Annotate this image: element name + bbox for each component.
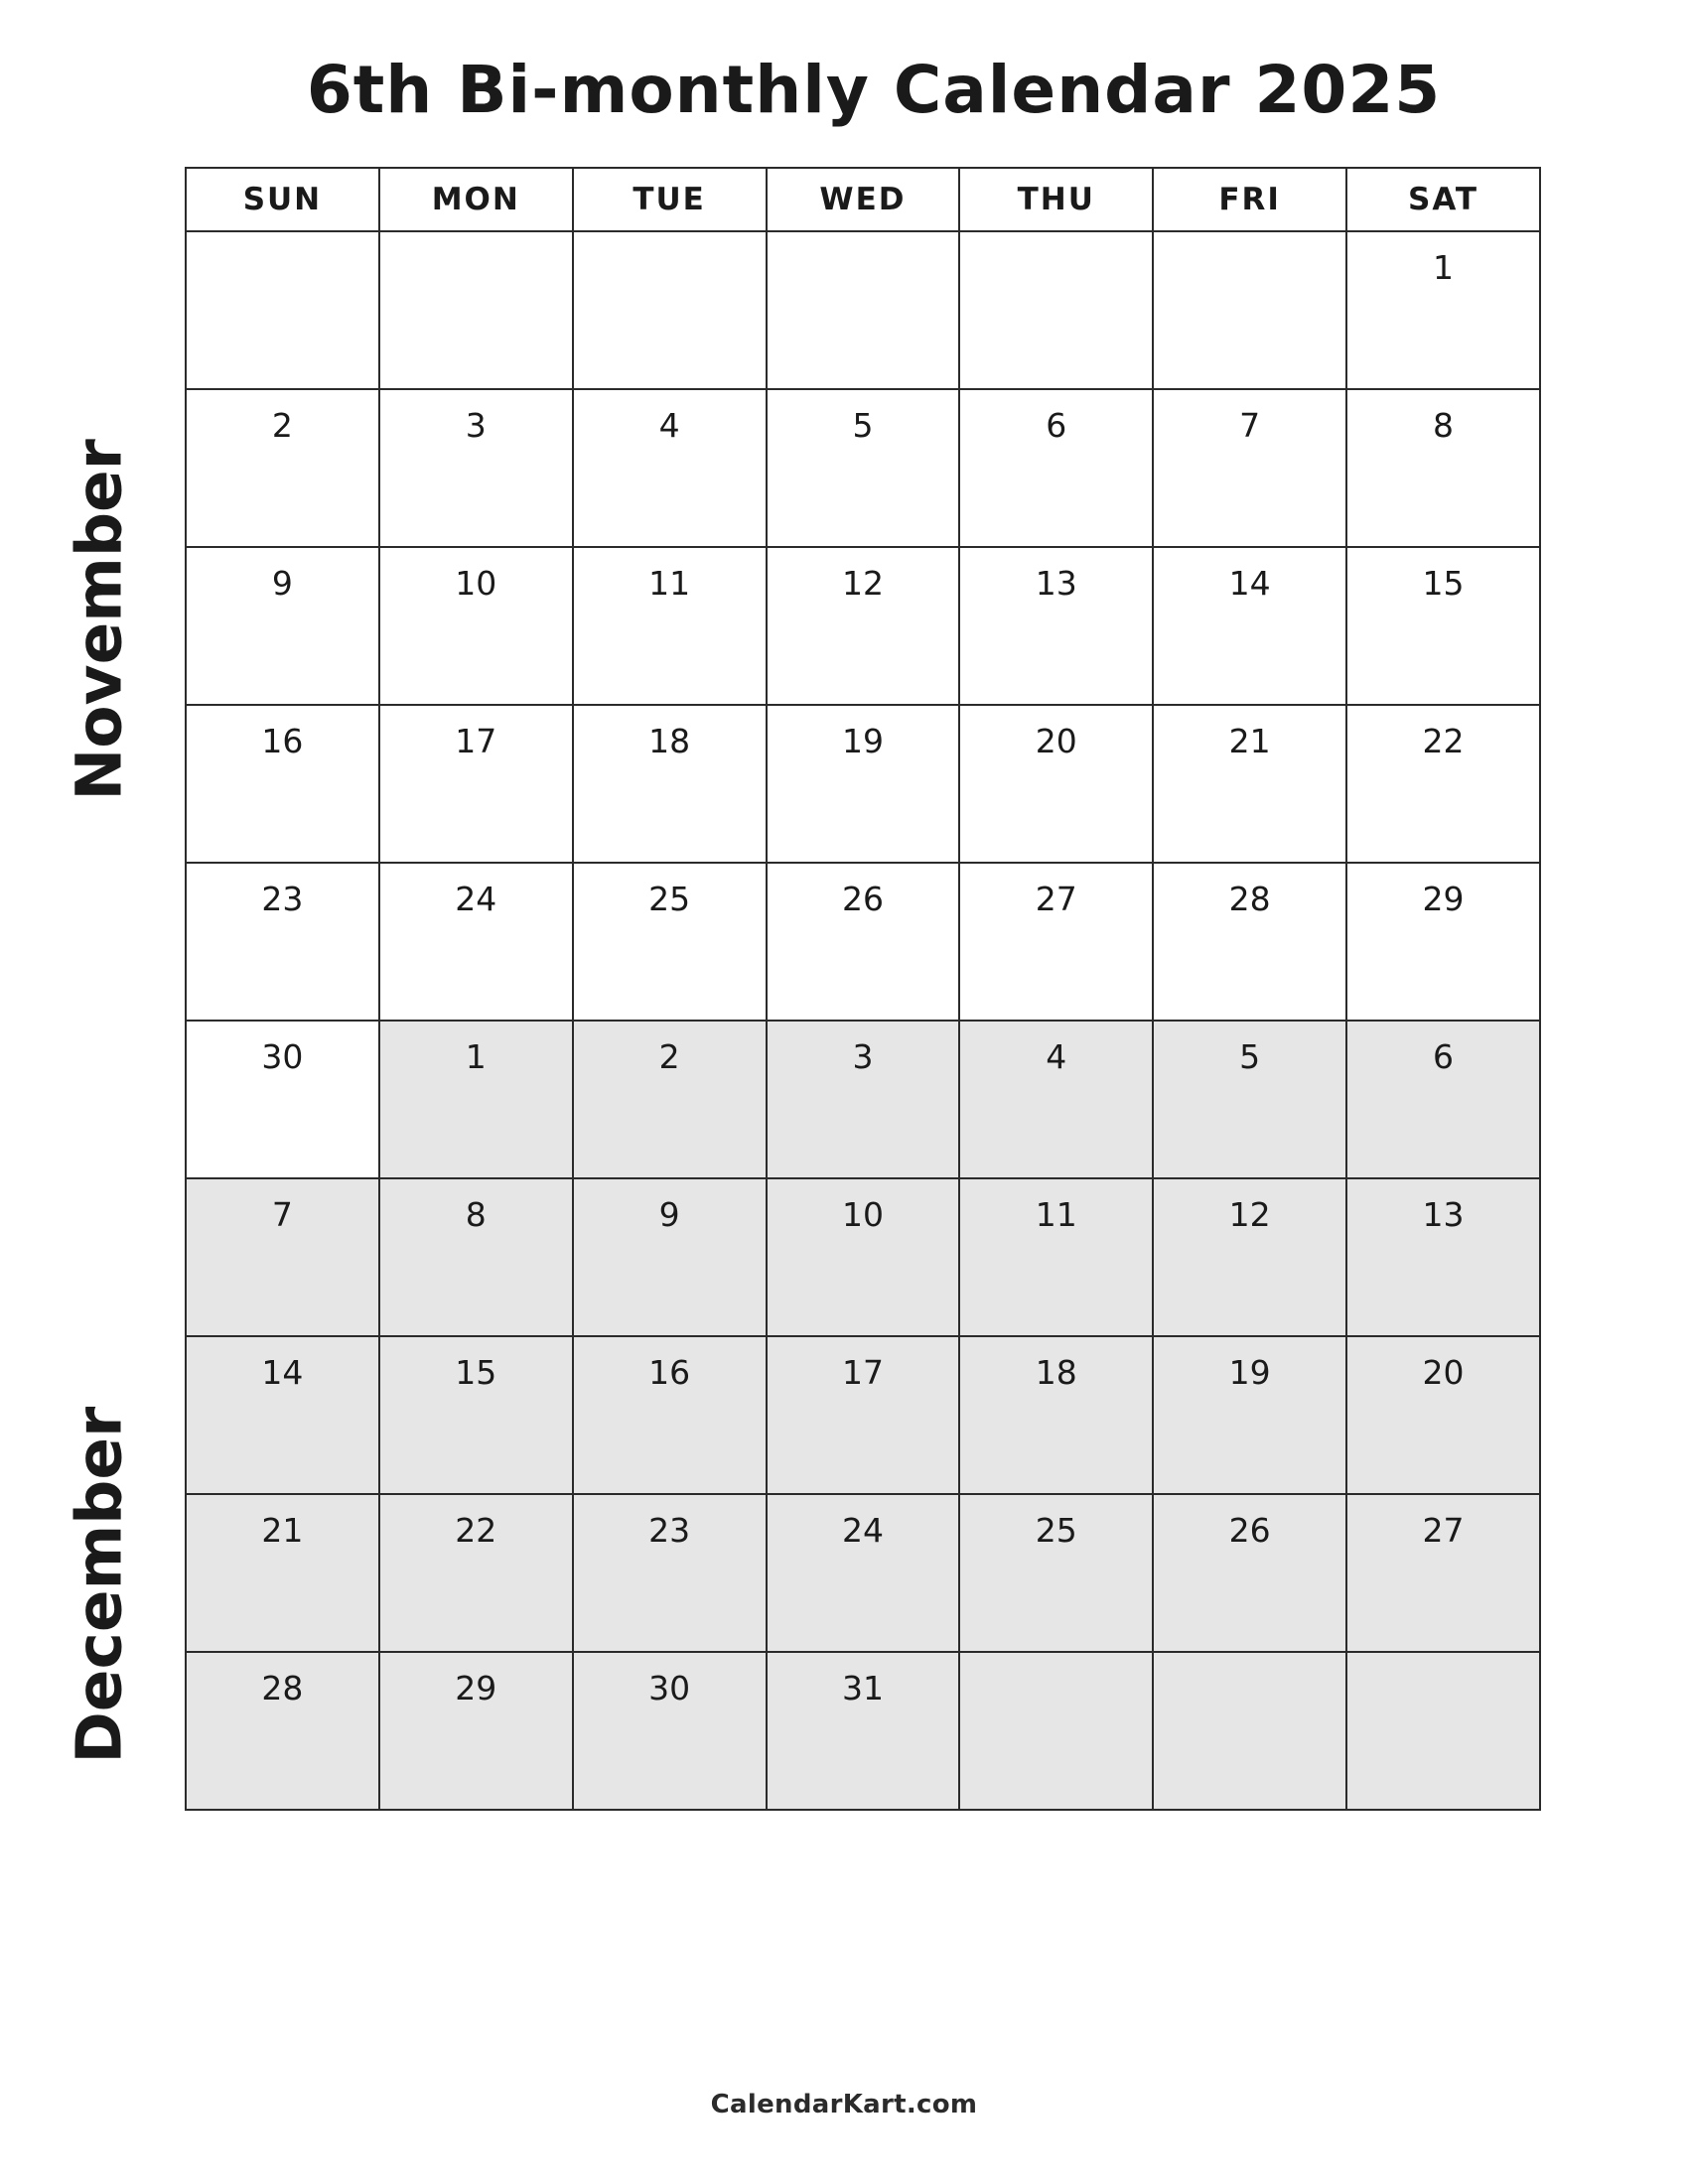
calendar-day-cell[interactable]: 12 <box>1153 1178 1346 1336</box>
calendar-day-cell[interactable]: 16 <box>573 1336 767 1494</box>
calendar-day-cell[interactable]: 1 <box>1346 231 1540 389</box>
calendar-week-row <box>186 863 1540 1021</box>
calendar-week-row <box>186 389 1540 547</box>
weekday-header-wed: WED <box>767 168 960 231</box>
calendar-empty-cell <box>767 231 960 389</box>
calendar-empty-cell <box>959 231 1153 389</box>
calendar-day-cell[interactable]: 6 <box>1346 1021 1540 1178</box>
calendar-empty-cell <box>186 231 379 389</box>
calendar-day-cell[interactable]: 11 <box>959 1178 1153 1336</box>
calendar-day-cell[interactable]: 12 <box>767 547 960 705</box>
calendar-grid <box>185 167 1541 1811</box>
calendar-day-cell[interactable]: 19 <box>767 705 960 863</box>
calendar-day-cell[interactable]: 1 <box>379 1021 573 1178</box>
calendar-day-cell[interactable]: 16 <box>186 705 379 863</box>
calendar-week-row <box>186 705 1540 863</box>
calendar-day-cell[interactable]: 5 <box>767 389 960 547</box>
calendar-day-cell[interactable]: 20 <box>959 705 1153 863</box>
calendar-day-cell[interactable]: 2 <box>186 389 379 547</box>
calendar-day-cell[interactable]: 2 <box>573 1021 767 1178</box>
calendar-day-cell[interactable]: 27 <box>959 863 1153 1021</box>
calendar-week-row <box>186 1652 1540 1810</box>
page-title: 6th Bi-monthly Calendar 2025 <box>306 52 1442 128</box>
calendar-day-cell[interactable]: 4 <box>959 1021 1153 1178</box>
weekday-header-tue: TUE <box>573 168 767 231</box>
calendar-day-cell[interactable]: 10 <box>379 547 573 705</box>
calendar-day-cell[interactable]: 4 <box>573 389 767 547</box>
calendar-day-cell[interactable]: 7 <box>1153 389 1346 547</box>
footer-branding: CalendarKart.com <box>710 2090 978 2119</box>
calendar-day-cell[interactable]: 24 <box>767 1494 960 1652</box>
calendar-day-cell[interactable]: 23 <box>573 1494 767 1652</box>
calendar-day-cell[interactable]: 13 <box>1346 1178 1540 1336</box>
calendar-day-cell[interactable]: 25 <box>959 1494 1153 1652</box>
calendar-empty-cell <box>573 231 767 389</box>
calendar-day-cell[interactable]: 28 <box>186 1652 379 1810</box>
calendar-day-cell[interactable]: 15 <box>1346 547 1540 705</box>
calendar-day-cell[interactable]: 5 <box>1153 1021 1346 1178</box>
weekday-header-sat: SAT <box>1346 168 1540 231</box>
calendar-day-cell[interactable]: 26 <box>767 863 960 1021</box>
calendar-empty-cell <box>1346 1652 1540 1810</box>
calendar-day-cell[interactable]: 22 <box>379 1494 573 1652</box>
calendar-day-cell[interactable]: 29 <box>379 1652 573 1810</box>
calendar-day-cell[interactable]: 21 <box>1153 705 1346 863</box>
calendar-week-row <box>186 231 1540 389</box>
weekday-header-fri: FRI <box>1153 168 1346 231</box>
calendar-day-cell[interactable]: 8 <box>379 1178 573 1336</box>
month-label-november: November <box>63 439 136 801</box>
calendar-day-cell[interactable]: 22 <box>1346 705 1540 863</box>
calendar-day-cell[interactable]: 20 <box>1346 1336 1540 1494</box>
calendar-day-cell[interactable]: 3 <box>767 1021 960 1178</box>
calendar-empty-cell <box>959 1652 1153 1810</box>
calendar-week-row <box>186 1178 1540 1336</box>
calendar-week-row <box>186 1336 1540 1494</box>
calendar-day-cell[interactable]: 15 <box>379 1336 573 1494</box>
weekday-header-row <box>186 168 1540 231</box>
calendar-day-cell[interactable]: 13 <box>959 547 1153 705</box>
calendar-day-cell[interactable]: 17 <box>379 705 573 863</box>
calendar-day-cell[interactable]: 31 <box>767 1652 960 1810</box>
calendar-day-cell[interactable]: 30 <box>186 1021 379 1178</box>
calendar-day-cell[interactable]: 30 <box>573 1652 767 1810</box>
calendar-body <box>186 231 1540 1810</box>
calendar-week-row <box>186 1021 1540 1178</box>
calendar-table <box>185 167 1541 1811</box>
calendar-day-cell[interactable]: 26 <box>1153 1494 1346 1652</box>
calendar-day-cell[interactable]: 3 <box>379 389 573 547</box>
calendar-day-cell[interactable]: 14 <box>186 1336 379 1494</box>
calendar-day-cell[interactable]: 23 <box>186 863 379 1021</box>
calendar-day-cell[interactable]: 18 <box>959 1336 1153 1494</box>
calendar-day-cell[interactable]: 28 <box>1153 863 1346 1021</box>
weekday-header-sun: SUN <box>186 168 379 231</box>
calendar-day-cell[interactable]: 7 <box>186 1178 379 1336</box>
calendar-empty-cell <box>1153 1652 1346 1810</box>
month-label-december: December <box>63 1406 136 1764</box>
weekday-header-mon: MON <box>379 168 573 231</box>
calendar-day-cell[interactable]: 10 <box>767 1178 960 1336</box>
calendar-day-cell[interactable]: 21 <box>186 1494 379 1652</box>
calendar-empty-cell <box>379 231 573 389</box>
calendar-week-row <box>186 1494 1540 1652</box>
calendar-empty-cell <box>1153 231 1346 389</box>
calendar-day-cell[interactable]: 9 <box>573 1178 767 1336</box>
calendar-day-cell[interactable]: 8 <box>1346 389 1540 547</box>
calendar-day-cell[interactable]: 6 <box>959 389 1153 547</box>
calendar-day-cell[interactable]: 11 <box>573 547 767 705</box>
calendar-day-cell[interactable]: 25 <box>573 863 767 1021</box>
calendar-day-cell[interactable]: 29 <box>1346 863 1540 1021</box>
calendar-day-cell[interactable]: 19 <box>1153 1336 1346 1494</box>
calendar-day-cell[interactable]: 14 <box>1153 547 1346 705</box>
calendar-day-cell[interactable]: 9 <box>186 547 379 705</box>
weekday-header-thu: THU <box>959 168 1153 231</box>
calendar-day-cell[interactable]: 24 <box>379 863 573 1021</box>
calendar-week-row <box>186 547 1540 705</box>
calendar-day-cell[interactable]: 17 <box>767 1336 960 1494</box>
calendar-day-cell[interactable]: 18 <box>573 705 767 863</box>
calendar-day-cell[interactable]: 27 <box>1346 1494 1540 1652</box>
